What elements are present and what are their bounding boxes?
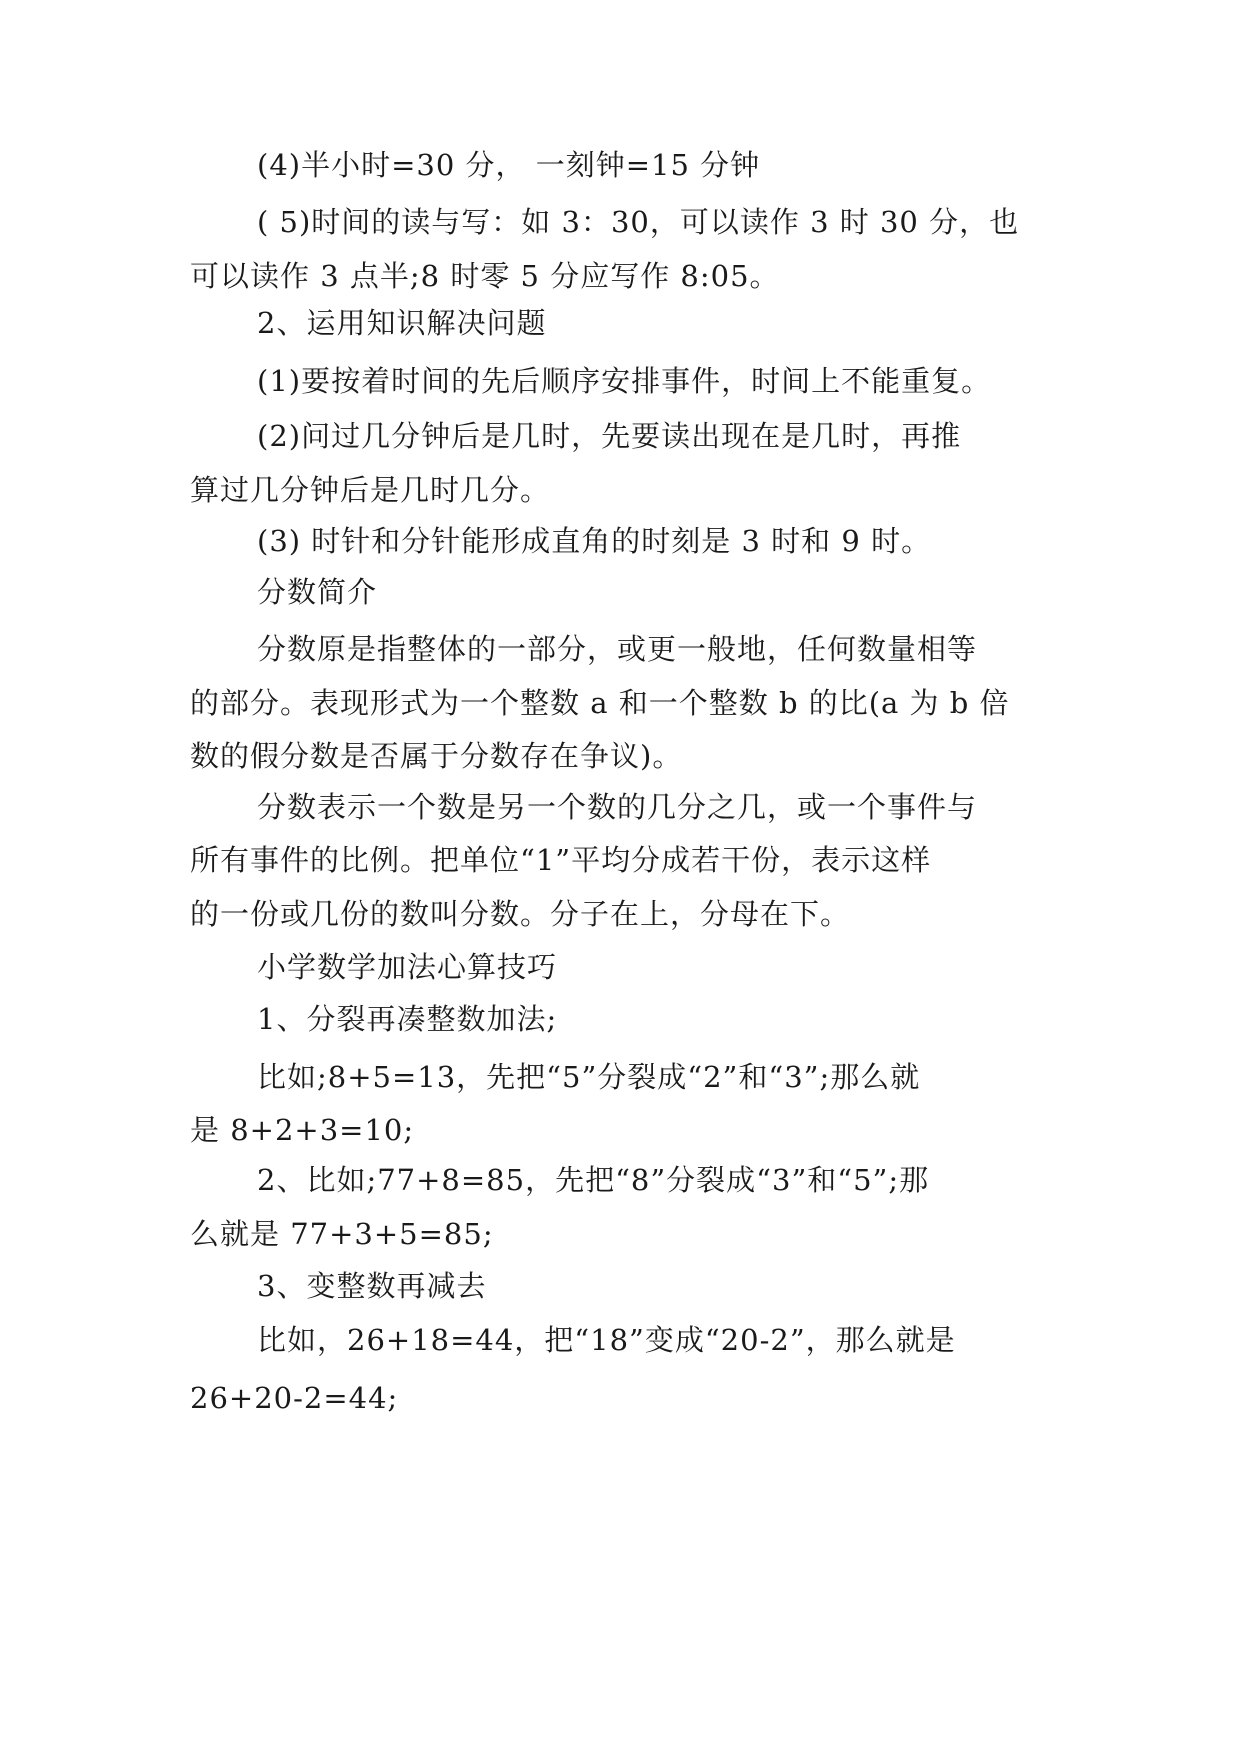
paragraph-line: 所有事件的比例。把单位“1”平均分成若干份，表示这样 (190, 843, 932, 877)
paragraph-line: 分数表示一个数是另一个数的几分之几，或一个事件与 (257, 790, 978, 824)
paragraph-line: 26+20-2=44; (190, 1381, 399, 1415)
section-heading: 2、运用知识解决问题 (257, 306, 547, 340)
paragraph-line: (1)要按着时间的先后顺序安排事件，时间上不能重复。 (257, 364, 992, 398)
paragraph-line: ( 5)时间的读与写：如 3：30，可以读作 3 时 30 分，也 (257, 205, 1020, 239)
paragraph-line: 是 8+2+3=10; (190, 1113, 415, 1147)
section-heading: 3、变整数再减去 (257, 1269, 487, 1303)
paragraph-line: 分数原是指整体的一部分，或更一般地，任何数量相等 (257, 632, 978, 666)
paragraph-line: 1、分裂再凑整数加法; (257, 1002, 558, 1036)
paragraph-line: 么就是 77+3+5=85; (190, 1217, 494, 1251)
paragraph-line: 算过几分钟后是几时几分。 (190, 473, 551, 507)
paragraph-line: 2、比如;77+8=85，先把“8”分裂成“3”和“5”;那 (257, 1163, 930, 1197)
paragraph-line: (2)问过几分钟后是几时，先要读出现在是几时，再推 (257, 419, 962, 453)
paragraph-line: 数的假分数是否属于分数存在争议)。 (190, 739, 683, 773)
section-heading: 小学数学加法心算技巧 (257, 950, 558, 984)
paragraph-line: 可以读作 3 点半;8 时零 5 分应写作 8:05。 (190, 259, 780, 293)
paragraph-line: 比如;8+5=13，先把“5”分裂成“2”和“3”;那么就 (257, 1060, 921, 1094)
paragraph-line: (4)半小时=30 分， 一刻钟=15 分钟 (257, 148, 761, 182)
paragraph-line: 比如，26+18=44，把“18”变成“20-2”，那么就是 (257, 1323, 956, 1357)
paragraph-line: 的部分。表现形式为一个整数 a 和一个整数 b 的比(a 为 b 倍 (190, 686, 1010, 720)
section-heading: 分数简介 (257, 575, 378, 609)
paragraph-line: 的一份或几份的数叫分数。分子在上，分母在下。 (190, 897, 851, 931)
paragraph-line: (3) 时针和分针能形成直角的时刻是 3 时和 9 时。 (257, 524, 932, 558)
